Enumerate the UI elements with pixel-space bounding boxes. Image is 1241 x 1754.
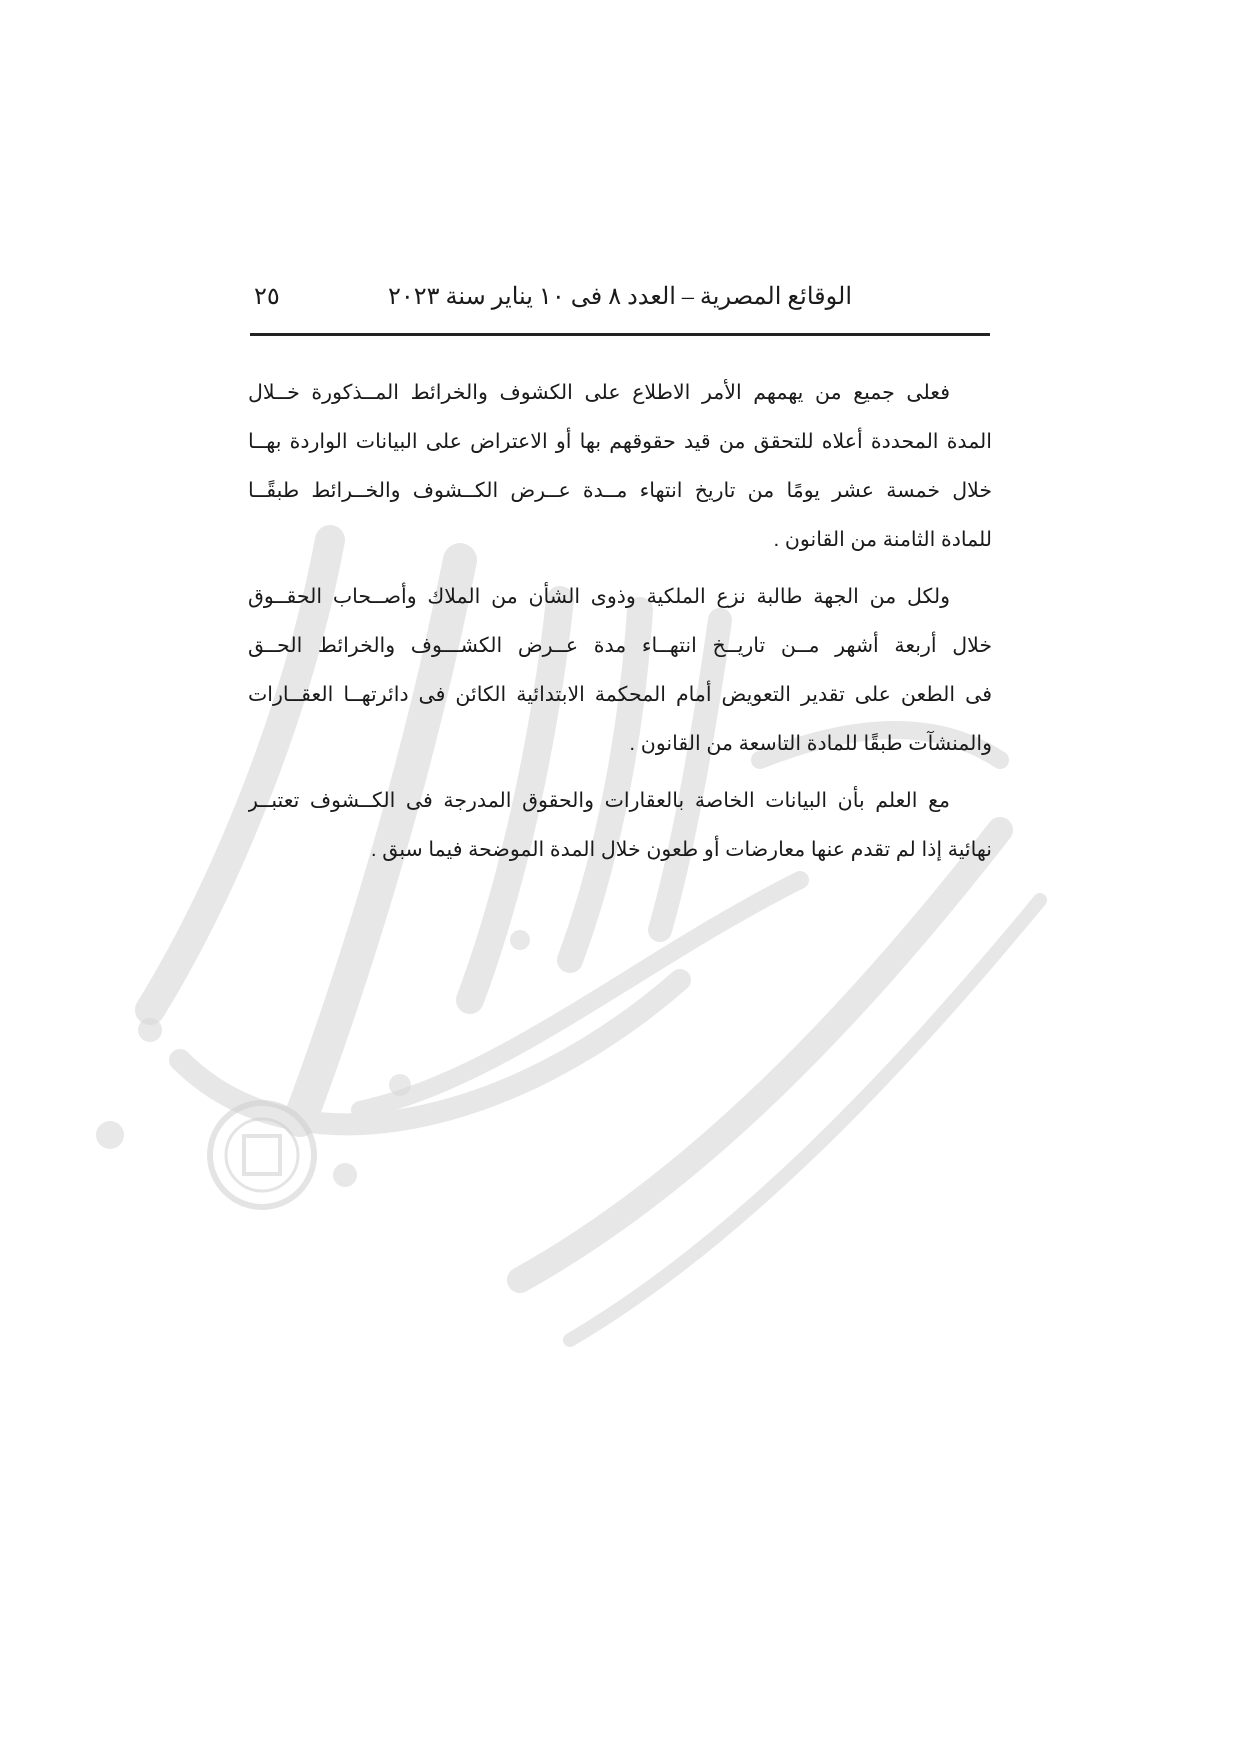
watermark-dot [333, 1163, 357, 1187]
document-body [248, 368, 992, 882]
paragraph-line: للمادة الثامنة من القانون . [773, 528, 992, 551]
watermark-stroke [570, 900, 1040, 1340]
paragraph-line: مع العلم بأن البيانات الخاصة بالعقارات والحقوق المدرجة فى الكــشوف تعتبــر [248, 789, 950, 812]
paragraph-2 [248, 572, 992, 768]
seal-outer-ring [210, 1103, 314, 1207]
header-divider [250, 333, 990, 336]
watermark-stroke [180, 980, 680, 1124]
paragraph-line: ولكل من الجهة طالبة نزع الملكية وذوى الشأن من الملاك وأصــحاب الحقــوق [248, 585, 950, 608]
paragraph-line: والمنشآت طبقًا للمادة التاسعة من القانون . [629, 732, 992, 755]
watermark-dot [96, 1121, 124, 1149]
paragraph-1 [248, 368, 992, 564]
paragraph-line: خلال أربعة أشهر مــن تاريــخ انتهــاء مدة عــرض الكشـــوف والخرائط الحــق [248, 634, 992, 657]
paragraph-line: نهائية إذا لم تقدم عنها معارضات أو طعون خلال المدة الموضحة فيما سبق . [370, 838, 992, 861]
paragraph-line: فعلى جميع من يهمهم الأمر الاطلاع على الكشوف والخرائط المــذكورة خــلال [248, 381, 950, 404]
paragraph-3 [248, 776, 992, 874]
page-number: ٢٥ [254, 284, 280, 310]
paragraph-line: المدة المحددة أعلاه للتحقق من قيد حقوقهم بها أو الاعتراض على البيانات الواردة بهــا [248, 430, 992, 453]
header-title: الوقائع المصرية – العدد ٨ فى ١٠ يناير سنة ٢٠٢٣ [387, 284, 852, 310]
seal-emblem [244, 1136, 280, 1174]
page-header [250, 282, 992, 322]
paragraph-line: فى الطعن على تقدير التعويض أمام المحكمة الابتدائية الكائن فى دائرتهــا العقــارات [248, 683, 992, 706]
watermark-stroke [360, 880, 800, 1110]
watermark-dot [510, 930, 530, 950]
paragraph-line: خلال خمسة عشر يومًا من تاريخ انتهاء مــدة عــرض الكــشوف والخــرائط طبقًــا [248, 479, 992, 502]
watermark-dot [138, 1018, 162, 1042]
watermark-stroke [520, 830, 1000, 1280]
seal-inner-ring [226, 1119, 298, 1191]
watermark-dot [389, 1074, 411, 1096]
